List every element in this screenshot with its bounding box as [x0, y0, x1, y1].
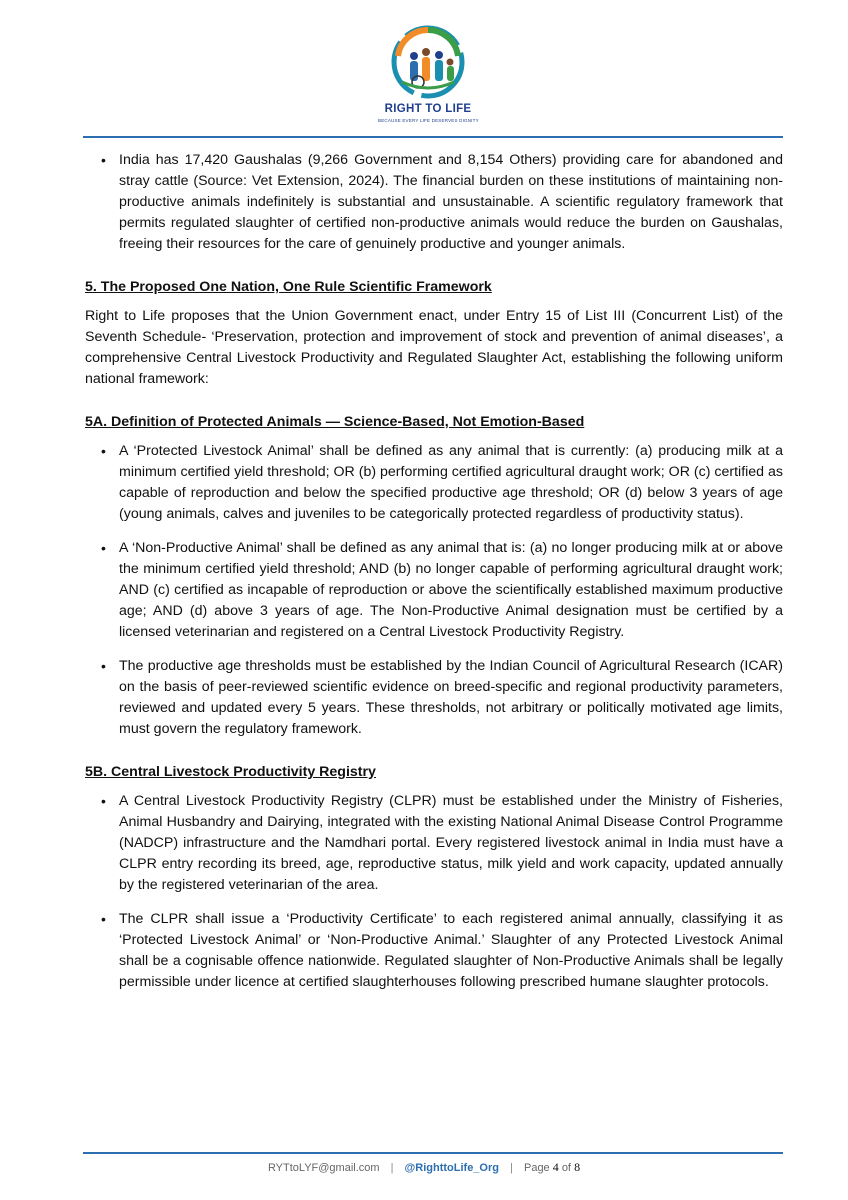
list-item: [85, 909, 783, 993]
section-5-paragraph: Right to Life proposes that the Union Government enact, under Entry 15 of List III (Concurrent List) of the Seventh Schedule- ‘Preservation, protection and improvement of stock and prevention of animal diseases’, a comprehensive Central Livestock Productivity and Regulated Slaughter Act, establishing the following uniform national framework:: [85, 308, 783, 387]
bullet-icon: •: [101, 443, 106, 459]
section-5a-bullet-text: A ‘Protected Livestock Animal’ shall be defined as any animal that is currently: (a) producing milk at a minimum certified yield threshold; OR (b) performing certified agricultural draught work; OR (c) certified as capable of reproduction and below the specified productive age threshold; OR (d) below 3 years of age (young animals, calves and juveniles to be categorically protected regardless of productivity status).: [119, 443, 783, 522]
section-5a-heading: 5A. Definition of Protected Animals — Science-Based, Not Emotion-Based: [85, 414, 585, 430]
page-of-label: of: [561, 1162, 571, 1174]
footer-separator: |: [390, 1162, 394, 1174]
footer-email[interactable]: RYTtoLYF@gmail.com: [267, 1162, 380, 1174]
bullet-icon: •: [101, 793, 106, 809]
bullet-icon: •: [101, 540, 106, 556]
section-5-heading: 5. The Proposed One Nation, One Rule Scientific Framework: [85, 279, 492, 295]
bullet-icon: •: [101, 152, 106, 168]
logo-tagline: BECAUSE EVERY LIFE DESERVES DIGNITY: [378, 118, 479, 123]
footer-social-handle[interactable]: @RighttoLife_Org: [404, 1162, 499, 1174]
logo-title: RIGHT TO LIFE: [384, 103, 472, 115]
footer-separator: |: [510, 1162, 513, 1174]
page-label: Page: [523, 1162, 550, 1174]
logo-people-emblem-icon: [388, 22, 468, 102]
page-footer: [0, 1160, 848, 1175]
page-number: 4: [552, 1160, 559, 1174]
list-item: [85, 150, 783, 255]
section-5a-bullet-text: The productive age thresholds must be established by the Indian Council of Agricultural Research (ICAR) on the basis of peer-reviewed scientific evidence on breed-specific and regional productivity parameters, reviewed and updated every 5 years. These thresholds, not arbitrary or politically motivated age limits, must govern the regulatory framework.: [119, 658, 783, 737]
footer-divider: [83, 1152, 783, 1154]
intro-bullet-text: India has 17,420 Gaushalas (9,266 Government and 8,154 Others) providing care for abandoned and stray cattle (Source: Vet Extension, 2024). The financial burden on these institutions of maintaining non-productive animals indefinitely is substantial and unsustainable. A scientific regulatory framework that permits regulated slaughter of certified non-productive animals would reduce the burden on Gaushalas, freeing their resources for the care of genuinely productive and younger animals.: [119, 152, 783, 252]
section-5b-bullet-text: The CLPR shall issue a ‘Productivity Certificate’ to each registered animal annually, classifying it as ‘Protected Livestock Animal’ or ‘Non-Productive Animal.’ Slaughter of any Protected Livestock Animal shall be a cognisable offence nationwide. Regulated slaughter of Non-Productive Animals shall be legally permissible under licence at certified slaughterhouses following prescribed humane slaughter protocols.: [119, 911, 783, 990]
list-item: [85, 791, 783, 896]
list-item: [85, 441, 783, 525]
document-body: [85, 150, 783, 1006]
bullet-icon: •: [101, 911, 106, 927]
header-divider: [83, 136, 783, 138]
list-item: [85, 538, 783, 643]
list-item: [85, 656, 783, 740]
section-5b-bullet-text: A Central Livestock Productivity Registry (CLPR) must be established under the Ministry of Fisheries, Animal Husbandry and Dairying, integrated with the existing National Animal Disease Control Programme (NADCP) infrastructure and the Namdhari portal. Every registered livestock animal in India must have a CLPR entry recording its breed, age, reproductive status, milk yield and work capacity, updated annually by the registered veterinarian of the area.: [119, 793, 783, 893]
section-5b-heading: 5B. Central Livestock Productivity Registry: [85, 764, 376, 780]
header-logo: [378, 22, 479, 126]
section-5a-bullet-text: A ‘Non-Productive Animal’ shall be defined as any animal that is: (a) no longer producing milk at or above the minimum certified yield threshold; AND (b) no longer capable of performing agricultural draught work; AND (c) certified as incapable of reproduction or above the scientifically established maximum productive age; AND (d) above 3 years of age. The Non-Productive Animal designation must be certified by a licensed veterinarian and registered on a Central Livestock Productivity Registry.: [119, 540, 783, 640]
bullet-icon: •: [101, 658, 106, 674]
page-total: 8: [574, 1160, 581, 1174]
